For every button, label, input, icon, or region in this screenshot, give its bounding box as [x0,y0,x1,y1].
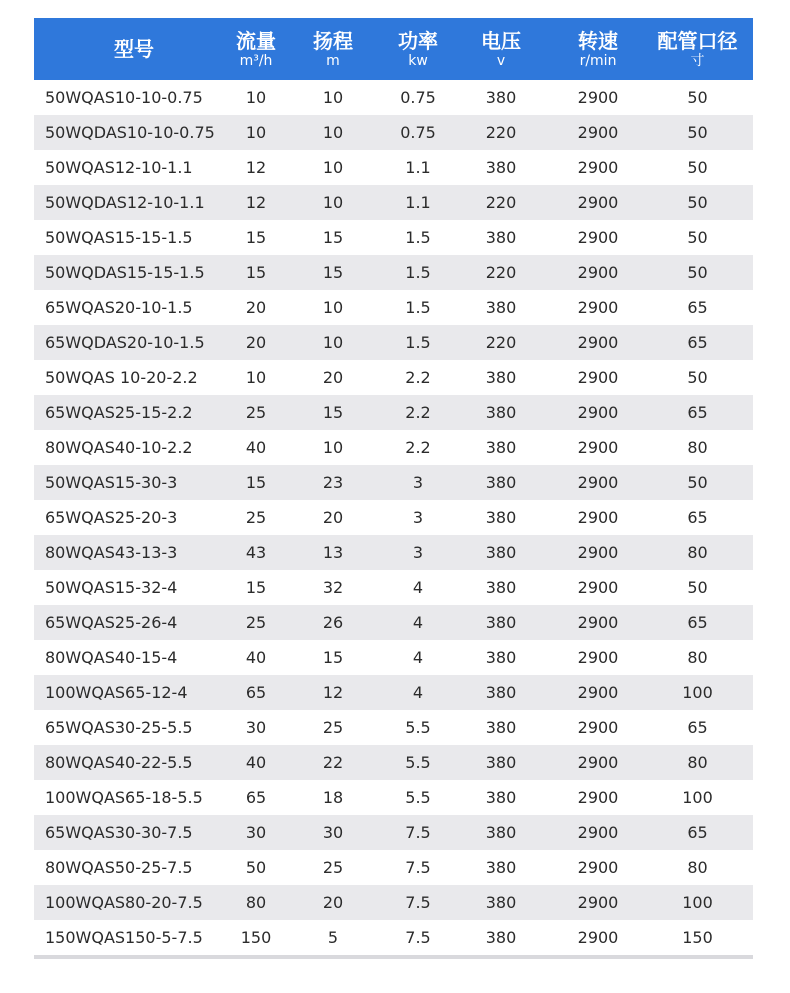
cell-flow: 10 [245,123,267,142]
table-row [34,290,753,325]
cell-flow: 20 [245,298,267,317]
cell-flow: 25 [245,508,267,527]
cell-pipe-size: 65 [687,333,708,352]
cell-speed: 2900 [577,893,619,912]
cell-pipe-size: 50 [687,578,708,597]
header-speed-label: 转速 [578,29,618,53]
cell-power: 7.5 [405,823,431,842]
cell-speed: 2900 [577,683,619,702]
cell-voltage: 380 [485,403,517,422]
cell-voltage: 380 [485,858,517,877]
cell-power: 7.5 [405,893,431,912]
cell-model: 65WQAS25-20-3 [45,508,178,527]
cell-pipe-size: 50 [687,193,708,212]
cell-voltage: 220 [485,263,517,282]
table-row [34,395,753,430]
cell-speed: 2900 [577,123,619,142]
table-row [34,605,753,640]
table-header [34,18,753,80]
cell-voltage: 380 [485,228,517,247]
cell-power: 4 [412,613,424,632]
cell-head: 20 [322,508,344,527]
cell-pipe-size: 150 [682,928,713,947]
cell-power: 3 [412,543,424,562]
cell-flow: 40 [245,438,267,457]
cell-speed: 2900 [577,578,619,597]
cell-flow: 40 [245,753,267,772]
cell-head: 15 [322,263,344,282]
header-voltage [448,29,554,69]
cell-pipe-size: 50 [687,368,708,387]
header-model [34,37,234,61]
cell-head: 10 [322,193,344,212]
cell-head: 15 [322,403,344,422]
table-row [34,360,753,395]
table-row [34,570,753,605]
cell-head: 13 [322,543,344,562]
cell-flow: 150 [240,928,272,947]
cell-head: 10 [322,158,344,177]
cell-voltage: 380 [485,473,517,492]
cell-voltage: 380 [485,823,517,842]
cell-model: 65WQDAS20-10-1.5 [45,333,205,352]
header-flow-label: 流量 [236,29,276,53]
cell-speed: 2900 [577,613,619,632]
cell-head: 15 [322,648,344,667]
cell-power: 1.1 [405,158,431,177]
cell-speed: 2900 [577,823,619,842]
table-bottom-border [34,955,753,959]
header-head [278,29,388,69]
cell-pipe-size: 50 [687,88,708,107]
header-flow-unit: m³/h [239,53,273,69]
header-pipe-size-unit: 寸 [690,53,705,69]
cell-flow: 15 [245,578,267,597]
table-row [34,430,753,465]
cell-power: 1.5 [405,298,431,317]
cell-model: 65WQAS30-25-5.5 [45,718,193,737]
cell-pipe-size: 65 [687,508,708,527]
cell-model: 50WQAS 10-20-2.2 [45,368,198,387]
cell-flow: 15 [245,263,267,282]
header-flow [234,29,278,69]
cell-speed: 2900 [577,543,619,562]
cell-flow: 65 [245,683,267,702]
table-row [34,535,753,570]
cell-flow: 15 [245,473,267,492]
cell-model: 50WQDAS15-15-1.5 [45,263,205,282]
cell-power: 4 [412,578,424,597]
cell-power: 3 [412,508,424,527]
header-power-label: 功率 [398,29,438,53]
cell-flow: 43 [245,543,267,562]
cell-model: 65WQAS30-30-7.5 [45,823,193,842]
cell-voltage: 380 [485,788,517,807]
table-row [34,325,753,360]
cell-power: 1.5 [405,263,431,282]
cell-pipe-size: 100 [682,788,713,807]
cell-pipe-size: 80 [687,438,708,457]
table-row [34,150,753,185]
header-pipe-size [642,29,753,69]
table-row [34,640,753,675]
cell-pipe-size: 50 [687,228,708,247]
cell-head: 10 [322,438,344,457]
cell-flow: 10 [245,368,267,387]
cell-voltage: 380 [485,543,517,562]
cell-speed: 2900 [577,158,619,177]
cell-power: 4 [412,683,424,702]
cell-power: 1.5 [405,333,431,352]
cell-flow: 65 [245,788,267,807]
cell-pipe-size: 65 [687,823,708,842]
cell-pipe-size: 65 [687,403,708,422]
cell-speed: 2900 [577,788,619,807]
cell-head: 12 [322,683,344,702]
cell-power: 7.5 [405,858,431,877]
cell-speed: 2900 [577,473,619,492]
table-row [34,710,753,745]
cell-head: 10 [322,123,344,142]
cell-pipe-size: 50 [687,473,708,492]
cell-head: 26 [322,613,344,632]
cell-voltage: 380 [485,928,517,947]
cell-head: 10 [322,298,344,317]
cell-model: 65WQAS20-10-1.5 [45,298,193,317]
header-power-unit: kw [408,53,428,69]
cell-model: 50WQAS12-10-1.1 [45,158,193,177]
header-head-label: 扬程 [313,29,353,53]
header-power [388,29,448,69]
cell-speed: 2900 [577,403,619,422]
cell-pipe-size: 65 [687,613,708,632]
cell-power: 5.5 [405,788,431,807]
cell-power: 5.5 [405,718,431,737]
cell-power: 5.5 [405,753,431,772]
cell-power: 1.1 [405,193,431,212]
cell-speed: 2900 [577,298,619,317]
table-body [34,80,753,955]
cell-voltage: 380 [485,613,517,632]
cell-head: 25 [322,718,344,737]
cell-power: 2.2 [405,438,431,457]
header-speed [554,29,642,69]
cell-voltage: 380 [485,893,517,912]
table-row [34,185,753,220]
table-row [34,675,753,710]
cell-flow: 30 [245,823,267,842]
cell-power: 0.75 [400,123,436,142]
cell-pipe-size: 100 [682,893,713,912]
table-row [34,920,753,955]
table-row [34,465,753,500]
cell-pipe-size: 80 [687,648,708,667]
spec-table [34,18,753,959]
header-speed-unit: r/min [579,53,617,69]
cell-head: 22 [322,753,344,772]
cell-model: 50WQDAS12-10-1.1 [45,193,205,212]
cell-model: 50WQAS15-32-4 [45,578,178,597]
cell-head: 10 [322,333,344,352]
cell-pipe-size: 65 [687,718,708,737]
cell-voltage: 380 [485,368,517,387]
cell-power: 7.5 [405,928,431,947]
cell-pipe-size: 50 [687,123,708,142]
cell-speed: 2900 [577,718,619,737]
cell-model: 80WQAS43-13-3 [45,543,178,562]
cell-voltage: 380 [485,683,517,702]
cell-model: 150WQAS150-5-7.5 [45,928,203,947]
cell-flow: 12 [245,158,267,177]
cell-model: 80WQAS40-22-5.5 [45,753,193,772]
cell-pipe-size: 50 [687,263,708,282]
cell-flow: 25 [245,613,267,632]
cell-head: 23 [322,473,344,492]
cell-model: 100WQAS80-20-7.5 [45,893,203,912]
cell-head: 15 [322,228,344,247]
table-row [34,885,753,920]
cell-pipe-size: 100 [682,683,713,702]
cell-flow: 15 [245,228,267,247]
cell-model: 65WQAS25-15-2.2 [45,403,193,422]
cell-head: 5 [327,928,339,947]
cell-speed: 2900 [577,438,619,457]
cell-model: 80WQAS50-25-7.5 [45,858,193,877]
cell-head: 20 [322,893,344,912]
cell-head: 32 [322,578,344,597]
cell-flow: 25 [245,403,267,422]
table-row [34,255,753,290]
cell-pipe-size: 80 [687,753,708,772]
cell-speed: 2900 [577,928,619,947]
cell-speed: 2900 [577,228,619,247]
cell-model: 65WQAS25-26-4 [45,613,178,632]
cell-power: 2.2 [405,368,431,387]
cell-model: 100WQAS65-18-5.5 [45,788,203,807]
header-voltage-unit: v [496,53,506,69]
cell-model: 80WQAS40-15-4 [45,648,178,667]
cell-speed: 2900 [577,193,619,212]
cell-voltage: 380 [485,753,517,772]
header-voltage-label: 电压 [481,29,521,53]
cell-voltage: 380 [485,718,517,737]
cell-pipe-size: 50 [687,158,708,177]
cell-voltage: 220 [485,123,517,142]
cell-power: 4 [412,648,424,667]
cell-power: 1.5 [405,228,431,247]
cell-voltage: 380 [485,508,517,527]
cell-head: 18 [322,788,344,807]
cell-flow: 30 [245,718,267,737]
cell-head: 25 [322,858,344,877]
cell-model: 50WQDAS10-10-0.75 [45,123,215,142]
cell-flow: 12 [245,193,267,212]
cell-power: 0.75 [400,88,436,107]
cell-head: 10 [322,88,344,107]
cell-speed: 2900 [577,508,619,527]
cell-voltage: 380 [485,158,517,177]
table-row [34,115,753,150]
cell-power: 2.2 [405,403,431,422]
cell-power: 3 [412,473,424,492]
cell-model: 50WQAS15-15-1.5 [45,228,193,247]
header-head-unit: m [326,53,340,69]
cell-speed: 2900 [577,648,619,667]
cell-model: 50WQAS10-10-0.75 [45,88,203,107]
cell-head: 30 [322,823,344,842]
cell-speed: 2900 [577,753,619,772]
cell-speed: 2900 [577,88,619,107]
cell-model: 50WQAS15-30-3 [45,473,178,492]
cell-voltage: 380 [485,88,517,107]
cell-pipe-size: 80 [687,543,708,562]
cell-flow: 50 [245,858,267,877]
cell-model: 80WQAS40-10-2.2 [45,438,193,457]
table-row [34,745,753,780]
cell-flow: 10 [245,88,267,107]
cell-speed: 2900 [577,333,619,352]
cell-voltage: 380 [485,438,517,457]
cell-voltage: 220 [485,193,517,212]
cell-speed: 2900 [577,368,619,387]
cell-model: 100WQAS65-12-4 [45,683,188,702]
table-row [34,850,753,885]
cell-pipe-size: 80 [687,858,708,877]
table-row [34,220,753,255]
cell-pipe-size: 65 [687,298,708,317]
header-pipe-size-label: 配管口径 [657,29,738,53]
table-row [34,780,753,815]
cell-flow: 20 [245,333,267,352]
cell-flow: 80 [245,893,267,912]
cell-speed: 2900 [577,858,619,877]
cell-voltage: 220 [485,333,517,352]
cell-head: 20 [322,368,344,387]
header-model-label: 型号 [114,37,154,61]
table-row [34,815,753,850]
table-row [34,500,753,535]
cell-voltage: 380 [485,578,517,597]
cell-voltage: 380 [485,648,517,667]
cell-flow: 40 [245,648,267,667]
cell-speed: 2900 [577,263,619,282]
table-row [34,80,753,115]
cell-voltage: 380 [485,298,517,317]
